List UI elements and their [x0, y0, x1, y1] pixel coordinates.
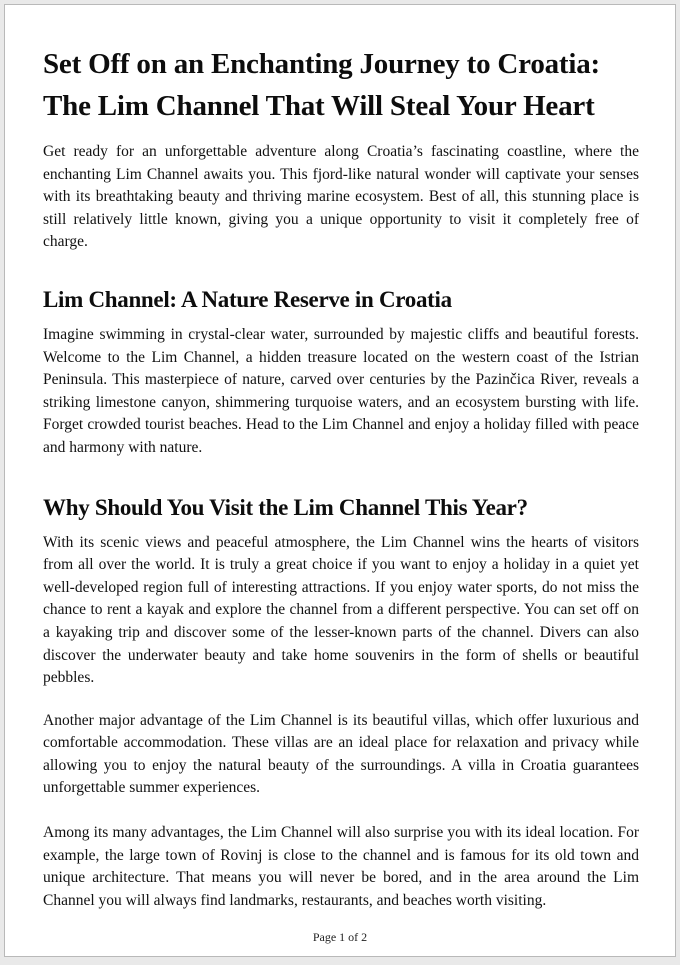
section-paragraph: Among its many advantages, the Lim Channel will also surprise you with its ideal location. For example, the large town of Rovinj is close to the channel and is famous for its old town and unique architecture. That means you will never be bored, and in the area around the Lim Channel you will always find landmarks, restaurants, and beaches worth visiting. — [43, 824, 639, 909]
intro-paragraph: Get ready for an unforgettable adventure along Croatia’s fascinating coastline, where the enchanting Lim Channel awaits you. This fjord-like natural wonder will captivate your senses with its breathtaking beauty and thriving marine ecosystem. Best of all, this stunning place is still relatively little known, giving you a unique opportunity to visit it completely free of charge. — [43, 143, 639, 251]
section-paragraph: With its scenic views and peaceful atmosphere, the Lim Channel wins the hearts of visitors from all over the world. It is truly a great choice if you want to enjoy a holiday in a quiet yet well-developed region full of interesting attractions. If you enjoy water sports, do not miss the chance to rent a kayak and explore the channel from a different perspective. You can set off on a kayaking trip and discover some of the lesser-known parts of the channel. Divers can also discover the underwater beauty and take home souvenirs in the form of shells or beautiful pebbles. — [43, 533, 639, 687]
page-title — [43, 43, 639, 127]
section-heading: Why Should You Visit the Lim Channel This Year? — [43, 494, 528, 520]
page-number-footer: Page 1 of 2 — [312, 930, 368, 944]
section-lim-channel-nature-reserve — [43, 286, 639, 460]
title-line-1: Set Off on an Enchanting Journey to Croatia: — [43, 48, 600, 80]
section-why-visit — [43, 494, 639, 913]
document-page — [4, 4, 676, 957]
title-line-2: The Lim Channel That Will Steal Your Heart — [43, 90, 595, 122]
section-heading: Lim Channel: A Nature Reserve in Croatia — [43, 286, 452, 312]
section-paragraph: Imagine swimming in crystal-clear water, surrounded by majestic cliffs and beautiful forests. Welcome to the Lim Channel, a hidden treasure located on the western coast of the Istrian Peninsula. This masterpiece of nature, carved over centuries by the Pazinčica River, reveals a striking limestone canyon, shimmering turquoise waters, and an ecosystem bursting with life. Forget crowded tourist beaches. Head to the Lim Channel and enjoy a holiday filled with peace and harmony with nature. — [43, 325, 639, 456]
section-paragraph: Another major advantage of the Lim Channel is its beautiful villas, which offer luxurious and comfortable accommodation. These villas are an ideal place for relaxation and privacy while allowing you to enjoy the natural beauty of the surroundings. A villa in Croatia guarantees unforgettable summer experiences. — [43, 711, 639, 797]
